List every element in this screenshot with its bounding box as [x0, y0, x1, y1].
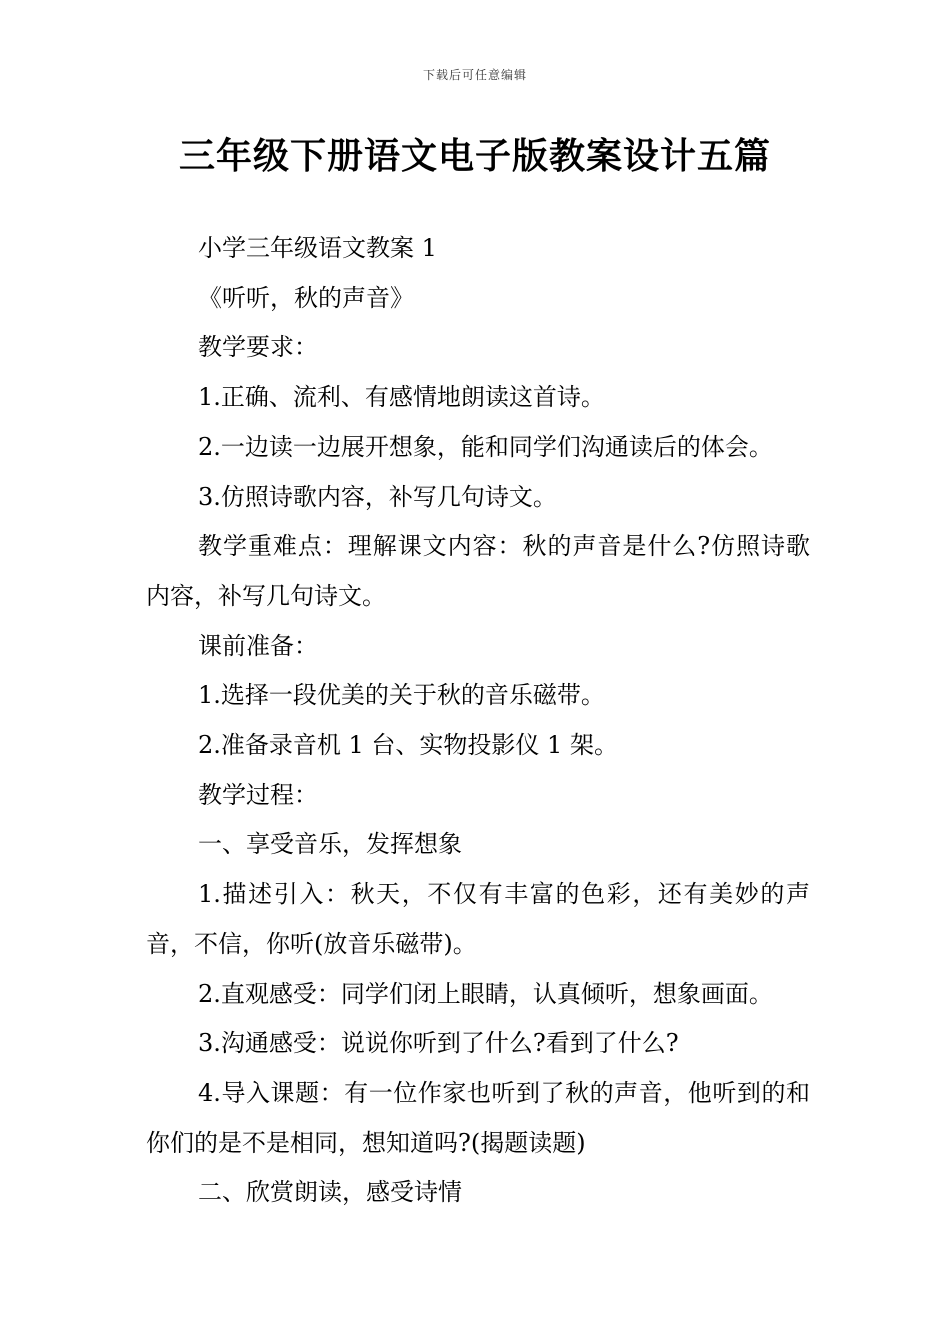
paragraph-step-4: 4.导入课题：有一位作家也听到了秋的声音，他听到的和你们的是不是相同，想知道吗?(揭题读题) — [146, 1078, 810, 1157]
paragraph-step-2: 2.直观感受：同学们闭上眼睛，认真倾听，想象画面。 — [198, 979, 773, 1008]
paragraph-process-heading: 教学过程： — [198, 780, 318, 809]
paragraph-section-1-heading: 一、享受音乐，发挥想象 — [198, 830, 462, 859]
paragraph-step-1: 1.描述引入：秋天，不仅有丰富的色彩，还有美妙的声音，不信，你听(放音乐磁带)。 — [146, 880, 810, 958]
document-body — [146, 224, 810, 1218]
paragraph-preparation-heading: 课前准备： — [198, 631, 318, 660]
paragraph-section-2-heading: 二、欣赏朗读，感受诗情 — [198, 1178, 462, 1207]
header-note: 下载后可任意编辑 — [422, 68, 527, 82]
paragraph-key-points: 教学重难点：理解课文内容：秋的声音是什么?仿照诗歌内容，补写几句诗文。 — [146, 532, 810, 610]
document-title: 三年级下册语文电子版教案设计五篇 — [178, 135, 771, 177]
paragraph-preparation-2: 2.准备录音机 1 台、实物投影仪 1 架。 — [198, 731, 618, 760]
paragraph-preparation-1: 1.选择一段优美的关于秋的音乐磁带。 — [198, 681, 605, 710]
paragraph-requirement-3: 3.仿照诗歌内容，补写几句诗文。 — [198, 482, 557, 511]
paragraph-requirements-heading: 教学要求： — [198, 333, 318, 362]
paragraph-lesson-heading: 小学三年级语文教案 1 — [198, 234, 437, 262]
paragraph-requirement-1: 1.正确、流利、有感情地朗读这首诗。 — [198, 383, 605, 412]
paragraph-step-3: 3.沟通感受：说说你听到了什么?看到了什么? — [198, 1029, 679, 1058]
paragraph-text-title: 《听听，秋的声音》 — [198, 283, 414, 312]
paragraph-requirement-2: 2.一边读一边展开想象，能和同学们沟通读后的体会。 — [198, 432, 773, 461]
